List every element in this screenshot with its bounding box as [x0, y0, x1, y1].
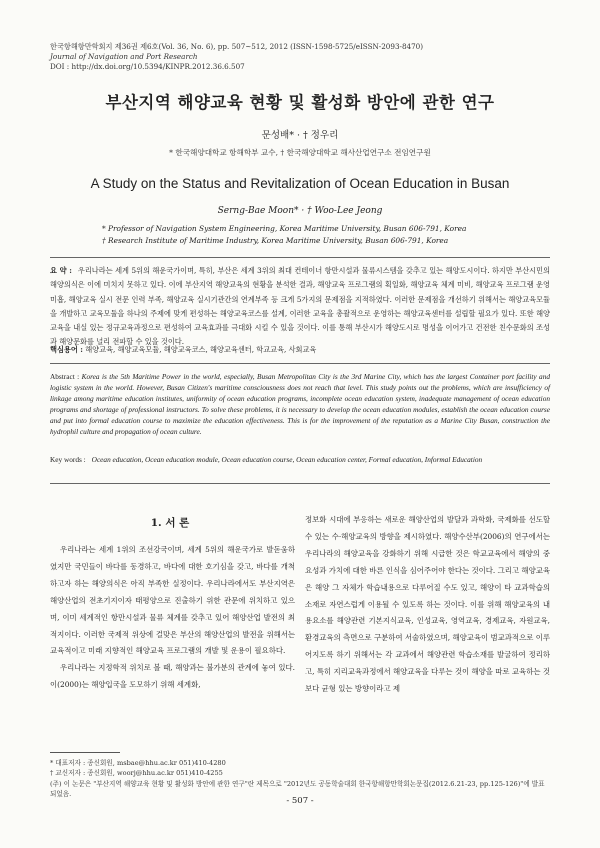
body-column-left: [50, 542, 295, 694]
authors-english: Serng-Bae Moon* · † Woo-Lee Jeong: [217, 206, 383, 216]
footnote-divider: [50, 752, 120, 753]
section-title: 1. 서 론: [150, 517, 190, 529]
footnote-2: † 교신저자 : 종신회원, woorj@hhu.ac.kr 051)410-4255: [50, 769, 223, 778]
keywords-english-label: Key words :: [50, 455, 86, 464]
body-column-right: [305, 512, 550, 698]
abstract-english-label: Abstract :: [50, 372, 80, 381]
keywords-korean: [50, 345, 550, 355]
divider-middle: [50, 363, 550, 364]
paper-title-korean: 부산지역 해양교육 현황 및 활성화 방안에 관한 연구: [105, 93, 495, 112]
footnote-3: (주) 이 논문은 "부산지역 해양교육 현황 및 활성화 방안에 관한 연구"란 제목으로 "2012년도 공동학술대회 한국항해항만학회논문집(2012.6.21-23, pp.125-126)"에 발표되었음.: [50, 779, 545, 798]
abstract-korean-text: 우리나라는 세계 5위의 해운국가이며, 특히, 부산은 세계 3위의 최대 컨테이너 항만시설과 물류시스템을 갖추고 있는 해양도시이다. 하지만 부산시민의 해양의식은 이에 미치지 못하고 있다. 이에 부산지역 해양교육의 현황을 분석한 결과, 해양교육 프로그램의 획일화, 해양교육 체계 미비, 해양교육 프로그램 운영미흡, 해양교육 실시 전문 인력 부족, 해양교육 실시기관간의 연계부족 등 크게 5가지의 문제점을 지적하였다. 이러한 문제점을 개선하기 위해서는 해양교육모듈을 개발하고 교육모듈을 하나의 주제에 맞게 편성하는 해양교육코스를 설계, 이러한 교육을 총괄적으로 운영하는 해양교육센터를 설립할 필요가 있다. 또한 해양교육을 내실 있는 정규교육과정으로 편성하여 교육효과를 극대화 시킬 수 있을 것이다. 이를 통해 부산시가 해양도시로 명성을 이어가고 건전한 친수문화의 조성과 해양문화를 널리 전파할 수 있을 것이다.: [50, 266, 551, 347]
keywords-english-text: Ocean education, Ocean education module, Ocean education course, Ocean education center, Formal education, Informal Education: [91, 455, 483, 464]
abstract-korean: [50, 264, 550, 350]
doi-link[interactable]: DOI : http://dx.doi.org/10.5394/KINPR.2012.36.6.507: [50, 62, 245, 71]
footnotes: [50, 758, 550, 799]
divider-top: [50, 257, 550, 258]
authors-korean: 문성배* · † 정우리: [261, 130, 339, 141]
divider-bottom: [50, 483, 550, 484]
abstract-english: [50, 371, 550, 438]
abstract-korean-label: 요 약 :: [50, 266, 72, 275]
keywords-korean-label: 핵심용어 :: [50, 345, 83, 354]
affiliation-korean: * 한국해양대학교 항해학부 교수, † 한국해양대학교 해사산업연구소 전임연구원: [169, 148, 431, 157]
journal-citation: 한국항해항만학회지 제36권 제6호(Vol. 36, No. 6), pp. 507~512, 2012 (ISSN-1598-5725/eISSN-2093-8470): [50, 42, 424, 51]
journal-name: Journal of Navigation and Port Research: [50, 52, 198, 61]
keywords-korean-text: 해양교육, 해양교육모듈, 해양교육코스, 해양교육센터, 학교교육, 사회교육: [85, 345, 317, 354]
paragraph: 우리나라는 세계 1위의 조선강국이며, 세계 5위의 해운국가로 발돋움하였지만 국민들이 바다를 동경하고, 바다에 대한 호기심을 갖고, 바다를 개척하고자 하는 해양의식은 아직 부족한 실정이다. 우리나라에서도 부산지역은 해양산업의 전초기지이자 태평양으로 진출하기 위한 관문에 위치하고 있으며, 이미 세계적인 항만시설과 물류 체계를 갖추고 있어 해양산업 발전의 최적지이다. 이러한 국제적 위상에 걸맞은 부산의 해양산업의 발전을 위해서는 교육적이고 미래 지향적인 해양교육 프로그램의 개발 및 운용이 필요하다.: [50, 545, 295, 656]
affiliation-english-1: * Professor of Navigation System Engineering, Korea Maritime University, Busan 606-791, Korea: [102, 224, 467, 233]
page-number: - 507 -: [286, 796, 314, 806]
footnote-1: * 대표저자 : 종신회원, msbae@hhu.ac.kr 051)410-4280: [50, 759, 226, 767]
journal-header: [50, 42, 423, 72]
paragraph: 정보화 시대에 부응하는 새로운 해양산업의 발달과 과학화, 국제화를 선도할 수 있는 수·해양교육의 방향을 제시하였다. 해양수산부(2006)의 연구에서는 우리나라의 해양교육을 강화하기 위해 시급한 것은 학교교육에서 해양의 중요성과 가치에 대한 바른 인식을 심어주어야 한다는 것이다. 그리고 해양교육은 해양 그 자체가 학습내용으로 다루어질 수도 있고, 해양이 타 교과학습의 소재로 자연스럽게 이용될 수 있도록 하는 것이다. 이를 위해 해양교육의 내용요소를 해양관련 기본지식교육, 인성교육, 영역교육, 경제교육, 자원교육, 환경교육의 측면으로 구분하여 서술하였으며, 해양교육이 범교과적으로 이루어지도록 하기 위해서는 각 교과에서 해양관련 학습소재를 발굴하여 정리하고, 특히 지리교육과정에서 해양교육을 다루는 것이 해양을 따로 교육하는 것보다 균형 있는 방향이라고 제: [305, 515, 550, 694]
paragraph: 우리나라는 지정학적 위치로 볼 때, 해양과는 불가분의 관계에 놓여 있다. 이(2000)는 해양입국을 도모하기 위해 세계화,: [50, 663, 295, 690]
affiliation-english-2: † Research Institute of Maritime Industry, Korea Maritime University, Busan 606-791, Korea: [102, 236, 449, 245]
paper-title-english: A Study on the Status and Revitalization of Ocean Education in Busan: [90, 176, 510, 191]
affiliation-english: [102, 223, 466, 247]
abstract-english-text: Korea is the 5th Maritime Power in the world, especially, Busan Metropolitan City is the 3rd Marine City, which has the largest Container port facility and logistic system in the world. However, Busan Citizen's maritime consciousness does not reach that level. This study points out the problems, which are insufficiency of linkage among maritime education institutes, uniformity of ocean education programs, incomplete ocean education system, inadequate management of ocean education programs and shortage of professional instructors. To solve these problems, it is necessary to develop the ocean education modules, establish the ocean education course and put into formal education course to maximize the education effectiveness. This is for the improvement of the reputation as a Marine City Busan, construction the hydrophil culture and propagation of ocean culture.: [50, 372, 551, 437]
keywords-english: [50, 454, 550, 465]
